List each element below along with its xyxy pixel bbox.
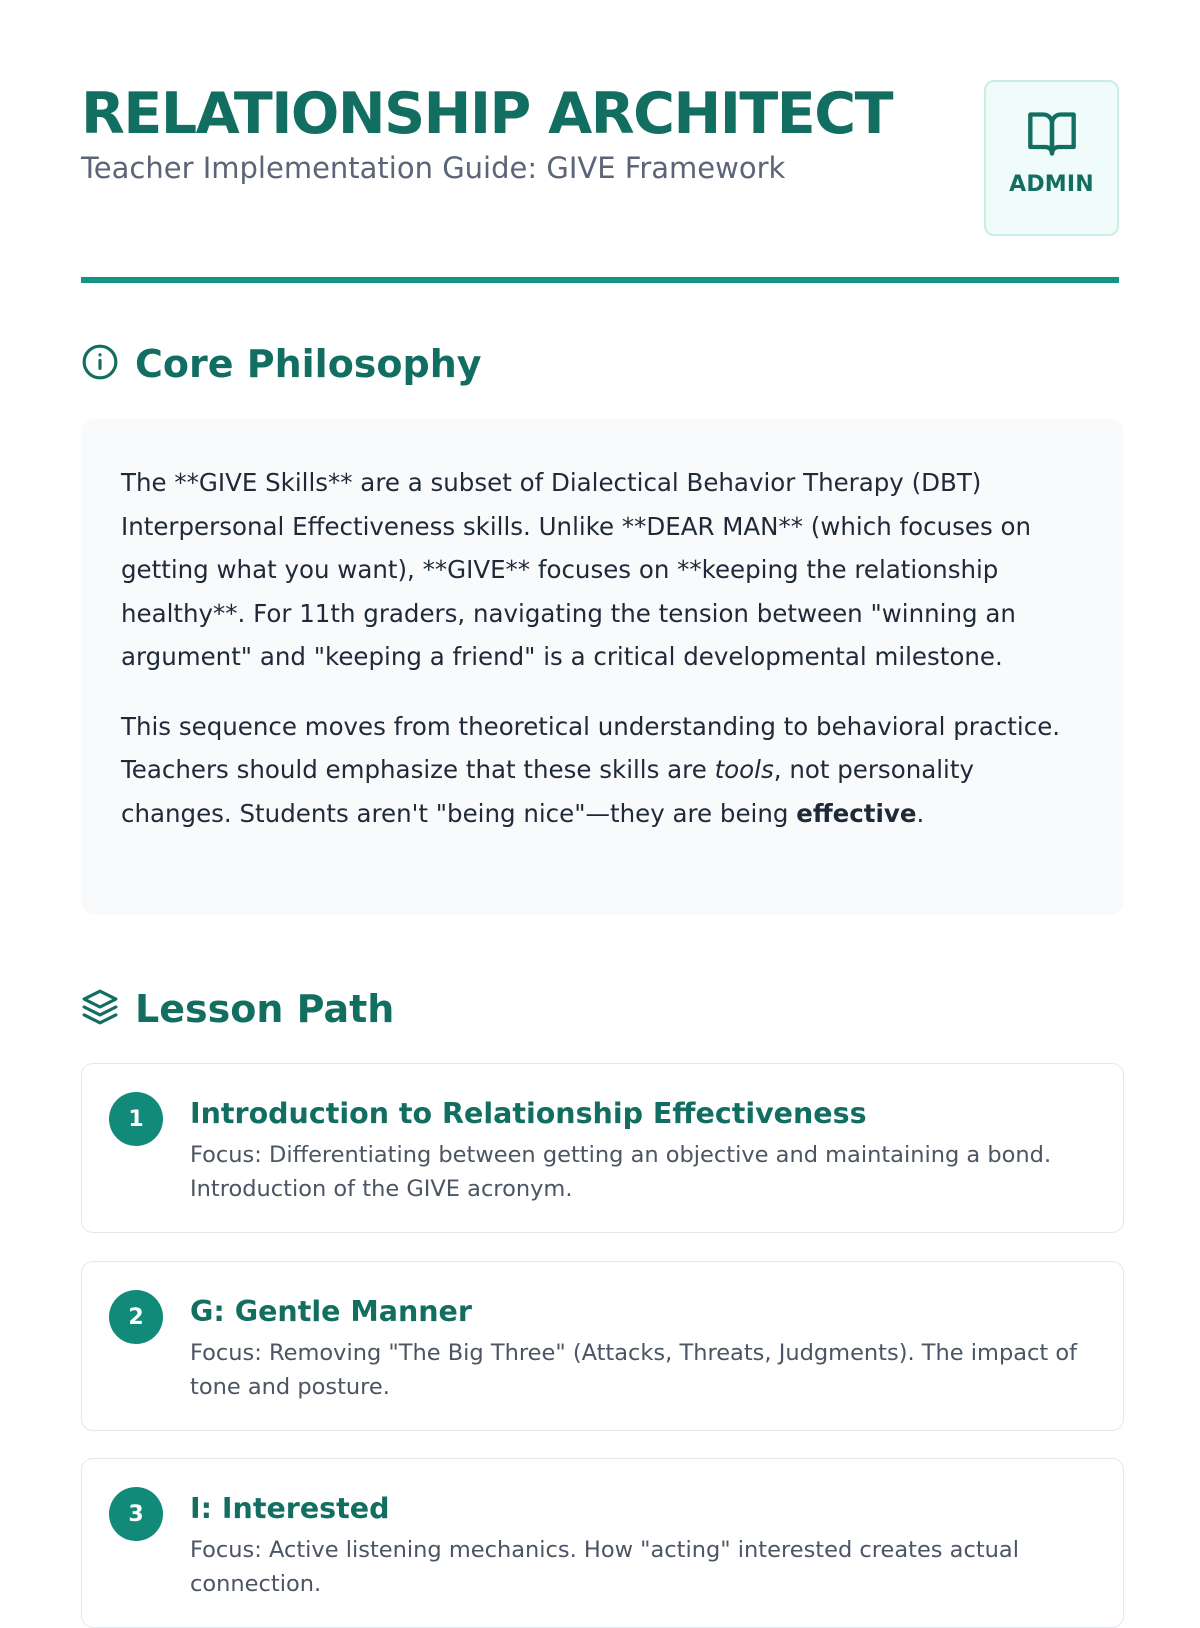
lesson-title: G: Gentle Manner [190, 1295, 472, 1328]
philosophy-italic-text: tools [714, 755, 774, 784]
admin-button-label: ADMIN [1009, 172, 1094, 197]
philosophy-paragraph-2 [121, 705, 1084, 836]
layers-icon [81, 988, 119, 1031]
lesson-number-badge: 3 [109, 1487, 163, 1541]
lesson-card-3[interactable] [81, 1458, 1124, 1628]
philosophy-text-end: . [916, 798, 925, 828]
lesson-title: Introduction to Relationship Effectiveness [190, 1097, 867, 1130]
philosophy-text-part: This sequence moves from theoretical understanding to behavioral practice. Teachers should emphasize that these skills are [121, 711, 1061, 784]
page-subtitle: Teacher Implementation Guide: GIVE Framework [81, 151, 786, 185]
lesson-title: I: Interested [190, 1492, 390, 1525]
core-philosophy-heading [81, 341, 482, 387]
lesson-focus: Focus: Active listening mechanics. How "acting" interested creates actual connection. [190, 1537, 1019, 1597]
philosophy-paragraph-1: The **GIVE Skills** are a subset of Dialectical Behavior Therapy (DBT) Interpersonal Effectiveness skills. Unlike **DEAR MAN** (which focuses on getting what you want), **GIVE** focuses on **keeping the relationship healthy**. For 11th graders, navigating the tension between "winning an argument" and "keeping a friend" is a critical developmental milestone. [121, 468, 1032, 671]
lesson-number-badge: 1 [109, 1092, 163, 1146]
philosophy-bold-text: effective [796, 798, 917, 828]
admin-button[interactable] [984, 80, 1119, 236]
lesson-focus: Focus: Removing "The Big Three" (Attacks, Threats, Judgments). The impact of tone and posture. [190, 1340, 1078, 1400]
philosophy-card [81, 419, 1124, 915]
info-icon [81, 343, 119, 386]
philosophy-text-part: , not personality changes. Students aren't "being nice"—they are being [121, 755, 974, 828]
lesson-path-title: Lesson Path [135, 987, 395, 1031]
lesson-path-heading [81, 986, 394, 1032]
header-divider [81, 277, 1119, 283]
lesson-number-badge: 2 [109, 1290, 163, 1344]
header [81, 0, 1119, 282]
core-philosophy-title: Core Philosophy [135, 342, 482, 386]
page-title: RELATIONSHIP ARCHITECT [81, 81, 892, 147]
book-open-icon [1026, 110, 1078, 158]
lesson-card-2[interactable] [81, 1261, 1124, 1431]
lesson-focus: Focus: Differentiating between getting an objective and maintaining a bond. Introduction of the GIVE acronym. [190, 1142, 1052, 1202]
lesson-card-1[interactable] [81, 1063, 1124, 1233]
